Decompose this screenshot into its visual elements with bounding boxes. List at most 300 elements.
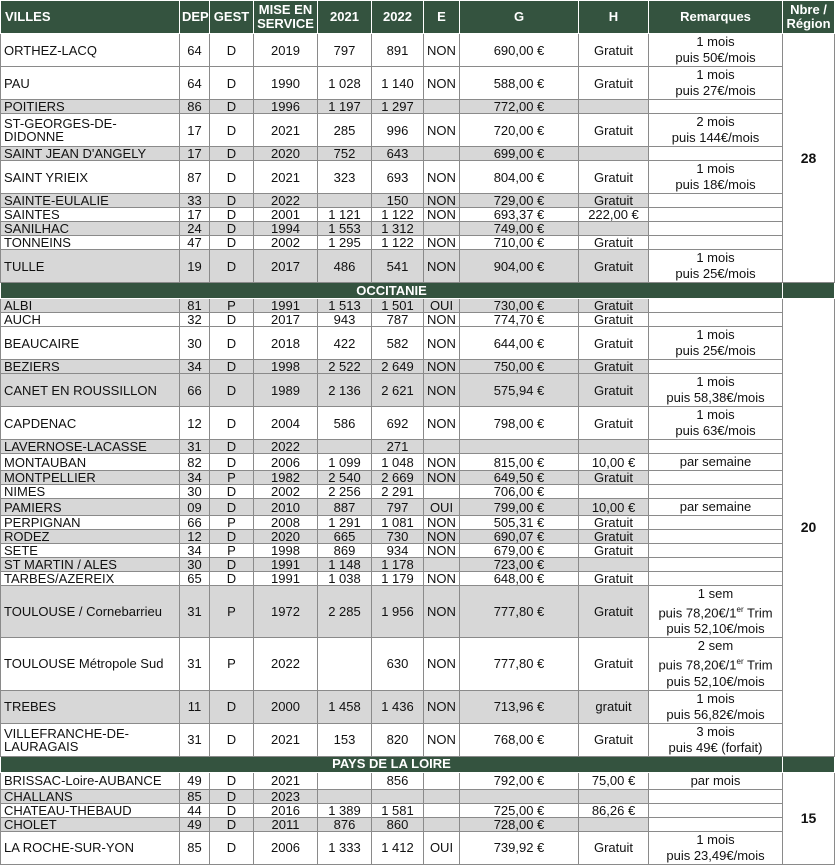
dep-cell: 31 [180, 440, 210, 454]
remarque-cell: 1 mois puis 23,49€/mois [649, 831, 783, 864]
val-2022-cell [372, 789, 424, 803]
val-2022-cell: 1 048 [372, 454, 424, 471]
table-row [1, 67, 835, 100]
gest-cell: D [210, 817, 254, 831]
mise-en-service-cell: 2023 [254, 789, 318, 803]
mise-en-service-cell: 1989 [254, 374, 318, 407]
g-price-cell: 713,96 € [460, 690, 579, 723]
mise-en-service-cell: 2006 [254, 454, 318, 471]
g-price-cell: 723,00 € [460, 558, 579, 572]
remarque-cell [649, 236, 783, 250]
remarque-cell: par mois [649, 772, 783, 789]
gest-cell: D [210, 194, 254, 208]
mise-en-service-cell: 2016 [254, 803, 318, 817]
e-value-cell [424, 485, 460, 499]
g-price-cell: 749,00 € [460, 222, 579, 236]
mise-en-service-cell: 2011 [254, 817, 318, 831]
table-row [1, 558, 835, 572]
table-row [1, 499, 835, 516]
ville-cell: AUCH [1, 313, 180, 327]
table-row [1, 34, 835, 67]
val-2022-cell: 820 [372, 723, 424, 756]
dep-cell: 19 [180, 250, 210, 283]
h-value-cell: Gratuit [579, 194, 649, 208]
mise-en-service-cell: 2020 [254, 147, 318, 161]
e-value-cell: NON [424, 67, 460, 100]
gest-cell: D [210, 723, 254, 756]
val-2022-cell: 150 [372, 194, 424, 208]
remarque-cell [649, 544, 783, 558]
gest-cell: D [210, 327, 254, 360]
table-row [1, 544, 835, 558]
mise-en-service-cell: 1996 [254, 100, 318, 114]
remarque-cell: 1 mois puis 58,38€/mois [649, 374, 783, 407]
e-value-cell [424, 817, 460, 831]
ville-cell: BEZIERS [1, 360, 180, 374]
gest-cell: D [210, 374, 254, 407]
h-value-cell: Gratuit [579, 374, 649, 407]
val-2022-cell: 630 [372, 638, 424, 690]
val-2021-cell: 1 099 [318, 454, 372, 471]
remarque-cell [649, 208, 783, 222]
mise-en-service-cell: 1991 [254, 572, 318, 586]
remarque-cell: 1 mois puis 25€/mois [649, 327, 783, 360]
val-2021-cell: 797 [318, 34, 372, 67]
val-2021-cell: 2 285 [318, 586, 372, 638]
g-price-cell: 815,00 € [460, 454, 579, 471]
g-price-cell: 792,00 € [460, 772, 579, 789]
g-price-cell [460, 440, 579, 454]
gest-cell: D [210, 690, 254, 723]
val-2022-cell: 643 [372, 147, 424, 161]
ville-cell: CANET EN ROUSSILLON [1, 374, 180, 407]
val-2021-cell: 285 [318, 114, 372, 147]
gest-cell: D [210, 313, 254, 327]
remarque-cell [649, 803, 783, 817]
mise-en-service-cell: 1991 [254, 558, 318, 572]
val-2022-cell: 891 [372, 34, 424, 67]
val-2021-cell: 1 197 [318, 100, 372, 114]
ville-cell: MONTPELLIER [1, 471, 180, 485]
remarque-cell [649, 516, 783, 530]
dep-cell: 85 [180, 831, 210, 864]
val-2021-cell: 2 522 [318, 360, 372, 374]
val-2021-cell: 1 513 [318, 299, 372, 313]
ville-cell: TOULOUSE Métropole Sud [1, 638, 180, 690]
dep-cell: 65 [180, 572, 210, 586]
e-value-cell: NON [424, 208, 460, 222]
val-2021-cell: 1 389 [318, 803, 372, 817]
dep-cell: 30 [180, 327, 210, 360]
val-2021-cell: 1 333 [318, 831, 372, 864]
mise-en-service-cell: 2002 [254, 485, 318, 499]
e-value-cell [424, 558, 460, 572]
gest-cell: P [210, 586, 254, 638]
h-value-cell: 10,00 € [579, 454, 649, 471]
col-mise-en-service-header: MISE EN SERVICE [254, 1, 318, 34]
g-price-cell: 699,00 € [460, 147, 579, 161]
table-row [1, 586, 835, 638]
mise-en-service-cell: 1998 [254, 360, 318, 374]
h-value-cell: gratuit [579, 690, 649, 723]
e-value-cell [424, 100, 460, 114]
g-price-cell: 774,70 € [460, 313, 579, 327]
h-value-cell: Gratuit [579, 360, 649, 374]
col-2021-header: 2021 [318, 1, 372, 34]
val-2022-cell: 541 [372, 250, 424, 283]
remarque-cell [649, 222, 783, 236]
h-value-cell: Gratuit [579, 471, 649, 485]
g-price-cell: 772,00 € [460, 100, 579, 114]
val-2021-cell: 422 [318, 327, 372, 360]
dep-cell: 31 [180, 638, 210, 690]
col-g-header: G [460, 1, 579, 34]
val-2021-cell: 1 291 [318, 516, 372, 530]
table-row [1, 516, 835, 530]
gest-cell: D [210, 454, 254, 471]
gest-cell: D [210, 499, 254, 516]
ville-cell: NIMES [1, 485, 180, 499]
h-value-cell: Gratuit [579, 516, 649, 530]
e-value-cell: NON [424, 407, 460, 440]
g-price-cell: 649,50 € [460, 471, 579, 485]
mise-en-service-cell: 2022 [254, 194, 318, 208]
remarque-cell [649, 360, 783, 374]
table-row [1, 327, 835, 360]
dep-cell: 12 [180, 407, 210, 440]
dep-cell: 82 [180, 454, 210, 471]
dep-cell: 17 [180, 114, 210, 147]
val-2022-cell: 1 956 [372, 586, 424, 638]
dep-cell: 09 [180, 499, 210, 516]
gest-cell: D [210, 222, 254, 236]
remarque-cell [649, 471, 783, 485]
g-price-cell: 750,00 € [460, 360, 579, 374]
table-row [1, 572, 835, 586]
val-2022-cell: 2 621 [372, 374, 424, 407]
gest-cell: D [210, 831, 254, 864]
e-value-cell [424, 803, 460, 817]
remarque-cell [649, 817, 783, 831]
val-2022-cell: 1 081 [372, 516, 424, 530]
val-2021-cell [318, 789, 372, 803]
e-value-cell: NON [424, 586, 460, 638]
val-2022-cell: 582 [372, 327, 424, 360]
ville-cell: TONNEINS [1, 236, 180, 250]
h-value-cell: Gratuit [579, 161, 649, 194]
val-2021-cell [318, 772, 372, 789]
val-2022-cell: 1 122 [372, 208, 424, 222]
mise-en-service-cell: 1972 [254, 586, 318, 638]
mise-en-service-cell: 2017 [254, 313, 318, 327]
ville-cell: RODEZ [1, 530, 180, 544]
gest-cell: D [210, 34, 254, 67]
dep-cell: 81 [180, 299, 210, 313]
col-h-header: H [579, 1, 649, 34]
h-value-cell: Gratuit [579, 34, 649, 67]
dep-cell: 34 [180, 471, 210, 485]
val-2021-cell: 1 028 [318, 67, 372, 100]
ville-cell: PAU [1, 67, 180, 100]
col-nbre-region-header: Nbre / Région [783, 1, 835, 34]
val-2022-cell: 1 297 [372, 100, 424, 114]
ville-cell: POITIERS [1, 100, 180, 114]
mise-en-service-cell: 2021 [254, 114, 318, 147]
ville-cell: CHALLANS [1, 789, 180, 803]
val-2021-cell: 1 553 [318, 222, 372, 236]
ville-cell: TULLE [1, 250, 180, 283]
table-row [1, 530, 835, 544]
e-value-cell: NON [424, 250, 460, 283]
e-value-cell: NON [424, 34, 460, 67]
h-value-cell: Gratuit [579, 407, 649, 440]
remarque-cell: 2 mois puis 144€/mois [649, 114, 783, 147]
table-row [1, 789, 835, 803]
dep-cell: 32 [180, 313, 210, 327]
remarque-cell: 3 mois puis 49€ (forfait) [649, 723, 783, 756]
e-value-cell: NON [424, 454, 460, 471]
table-row [1, 454, 835, 471]
val-2022-cell: 1 312 [372, 222, 424, 236]
val-2021-cell: 752 [318, 147, 372, 161]
table-row [1, 313, 835, 327]
dep-cell: 30 [180, 558, 210, 572]
table-row [1, 485, 835, 499]
g-price-cell: 804,00 € [460, 161, 579, 194]
dep-cell: 17 [180, 147, 210, 161]
val-2021-cell: 1 295 [318, 236, 372, 250]
dep-cell: 49 [180, 817, 210, 831]
table-row [1, 147, 835, 161]
g-price-cell: 706,00 € [460, 485, 579, 499]
table-row [1, 803, 835, 817]
g-price-cell: 777,80 € [460, 638, 579, 690]
remarque-cell: 1 mois puis 18€/mois [649, 161, 783, 194]
region-row-filler [783, 283, 835, 299]
g-price-cell: 690,00 € [460, 34, 579, 67]
h-value-cell [579, 222, 649, 236]
val-2022-cell: 730 [372, 530, 424, 544]
region-count: 20 [783, 299, 835, 757]
ville-cell: BEAUCAIRE [1, 327, 180, 360]
h-value-cell: Gratuit [579, 586, 649, 638]
ville-cell: PERPIGNAN [1, 516, 180, 530]
table-body [1, 34, 835, 865]
dep-cell: 34 [180, 544, 210, 558]
ville-cell: SAINTE-EULALIE [1, 194, 180, 208]
gest-cell: D [210, 485, 254, 499]
mise-en-service-cell: 1982 [254, 471, 318, 485]
val-2021-cell: 153 [318, 723, 372, 756]
table-row [1, 236, 835, 250]
h-value-cell: 86,26 € [579, 803, 649, 817]
e-value-cell: OUI [424, 499, 460, 516]
dep-cell: 11 [180, 690, 210, 723]
h-value-cell [579, 485, 649, 499]
ville-cell: ST-GEORGES-DE-DIDONNE [1, 114, 180, 147]
e-value-cell: NON [424, 530, 460, 544]
gest-cell: D [210, 530, 254, 544]
val-2021-cell: 586 [318, 407, 372, 440]
remarque-cell [649, 789, 783, 803]
h-value-cell: Gratuit [579, 530, 649, 544]
mise-en-service-cell: 2002 [254, 236, 318, 250]
remarque-cell: 1 mois puis 25€/mois [649, 250, 783, 283]
gest-cell: D [210, 558, 254, 572]
e-value-cell: NON [424, 572, 460, 586]
h-value-cell: Gratuit [579, 831, 649, 864]
g-price-cell: 730,00 € [460, 299, 579, 313]
val-2022-cell: 2 669 [372, 471, 424, 485]
g-price-cell: 729,00 € [460, 194, 579, 208]
gest-cell: D [210, 100, 254, 114]
h-value-cell: Gratuit [579, 572, 649, 586]
ville-cell: SETE [1, 544, 180, 558]
val-2022-cell: 1 178 [372, 558, 424, 572]
e-value-cell: NON [424, 313, 460, 327]
val-2021-cell [318, 440, 372, 454]
mise-en-service-cell: 2021 [254, 723, 318, 756]
gest-cell: P [210, 471, 254, 485]
remarque-cell: par semaine [649, 499, 783, 516]
g-price-cell: 690,07 € [460, 530, 579, 544]
g-price-cell: 798,00 € [460, 407, 579, 440]
gest-cell: D [210, 789, 254, 803]
e-value-cell: NON [424, 161, 460, 194]
mise-en-service-cell: 2018 [254, 327, 318, 360]
e-value-cell: NON [424, 194, 460, 208]
val-2022-cell: 1 412 [372, 831, 424, 864]
gest-cell: D [210, 208, 254, 222]
e-value-cell: NON [424, 544, 460, 558]
val-2022-cell: 1 436 [372, 690, 424, 723]
val-2022-cell: 693 [372, 161, 424, 194]
g-price-cell: 720,00 € [460, 114, 579, 147]
h-value-cell [579, 100, 649, 114]
mise-en-service-cell: 2000 [254, 690, 318, 723]
region-row [1, 283, 835, 299]
dep-cell: 12 [180, 530, 210, 544]
h-value-cell [579, 817, 649, 831]
mise-en-service-cell: 2021 [254, 772, 318, 789]
table-row [1, 723, 835, 756]
val-2021-cell: 1 458 [318, 690, 372, 723]
val-2022-cell: 856 [372, 772, 424, 789]
val-2022-cell: 2 649 [372, 360, 424, 374]
region-row-filler [783, 756, 835, 772]
table-row [1, 440, 835, 454]
gest-cell: D [210, 114, 254, 147]
h-value-cell: Gratuit [579, 327, 649, 360]
h-value-cell: Gratuit [579, 299, 649, 313]
val-2021-cell: 1 148 [318, 558, 372, 572]
col-2022-header: 2022 [372, 1, 424, 34]
val-2021-cell: 486 [318, 250, 372, 283]
g-price-cell [460, 789, 579, 803]
e-value-cell: NON [424, 327, 460, 360]
remarque-cell [649, 558, 783, 572]
e-value-cell [424, 147, 460, 161]
col-e-header: E [424, 1, 460, 34]
mise-en-service-cell: 1990 [254, 67, 318, 100]
val-2022-cell: 1 501 [372, 299, 424, 313]
e-value-cell [424, 772, 460, 789]
mise-en-service-cell: 1994 [254, 222, 318, 236]
dep-cell: 24 [180, 222, 210, 236]
h-value-cell: 75,00 € [579, 772, 649, 789]
remarque-cell [649, 194, 783, 208]
h-value-cell: Gratuit [579, 236, 649, 250]
ville-cell: ST MARTIN / ALES [1, 558, 180, 572]
val-2021-cell: 869 [318, 544, 372, 558]
val-2022-cell: 1 140 [372, 67, 424, 100]
table-row [1, 638, 835, 690]
ville-cell: ORTHEZ-LACQ [1, 34, 180, 67]
val-2021-cell: 876 [318, 817, 372, 831]
gest-cell: D [210, 67, 254, 100]
h-value-cell [579, 440, 649, 454]
table-row [1, 100, 835, 114]
col-remarques-header: Remarques [649, 1, 783, 34]
table-row [1, 407, 835, 440]
mise-en-service-cell: 1991 [254, 299, 318, 313]
remarque-cell: 1 sem puis 78,20€/1er Trim puis 52,10€/mois [649, 586, 783, 638]
h-value-cell: Gratuit [579, 67, 649, 100]
h-value-cell: 10,00 € [579, 499, 649, 516]
gest-cell: D [210, 440, 254, 454]
g-price-cell: 728,00 € [460, 817, 579, 831]
col-villes-header: VILLES [1, 1, 180, 34]
table-row [1, 817, 835, 831]
val-2021-cell: 1 121 [318, 208, 372, 222]
ville-cell: VILLEFRANCHE-DE-LAURAGAIS [1, 723, 180, 756]
dep-cell: 66 [180, 516, 210, 530]
e-value-cell: NON [424, 723, 460, 756]
ville-cell: ALBI [1, 299, 180, 313]
gest-cell: D [210, 360, 254, 374]
dep-cell: 85 [180, 789, 210, 803]
mise-en-service-cell: 2022 [254, 440, 318, 454]
h-value-cell: Gratuit [579, 250, 649, 283]
g-price-cell: 648,00 € [460, 572, 579, 586]
ville-cell: TARBES/AZEREIX [1, 572, 180, 586]
ville-cell: TOULOUSE / Cornebarrieu [1, 586, 180, 638]
remarque-cell [649, 100, 783, 114]
g-price-cell: 904,00 € [460, 250, 579, 283]
g-price-cell: 679,00 € [460, 544, 579, 558]
mise-en-service-cell: 2004 [254, 407, 318, 440]
region-count: 15 [783, 772, 835, 864]
remarque-cell [649, 530, 783, 544]
dep-cell: 86 [180, 100, 210, 114]
h-value-cell: Gratuit [579, 114, 649, 147]
h-value-cell: Gratuit [579, 544, 649, 558]
dep-cell: 31 [180, 723, 210, 756]
table-row [1, 831, 835, 864]
mise-en-service-cell: 2010 [254, 499, 318, 516]
mise-en-service-cell: 2022 [254, 638, 318, 690]
ville-cell: CAPDENAC [1, 407, 180, 440]
col-gest-header: GEST [210, 1, 254, 34]
val-2022-cell: 797 [372, 499, 424, 516]
ville-cell: LAVERNOSE-LACASSE [1, 440, 180, 454]
e-value-cell: OUI [424, 299, 460, 313]
remarque-cell: 1 mois puis 63€/mois [649, 407, 783, 440]
ville-cell: SAINTES [1, 208, 180, 222]
e-value-cell: NON [424, 236, 460, 250]
mise-en-service-cell: 2021 [254, 161, 318, 194]
remarque-cell: 2 sem puis 78,20€/1er Trim puis 52,10€/mois [649, 638, 783, 690]
